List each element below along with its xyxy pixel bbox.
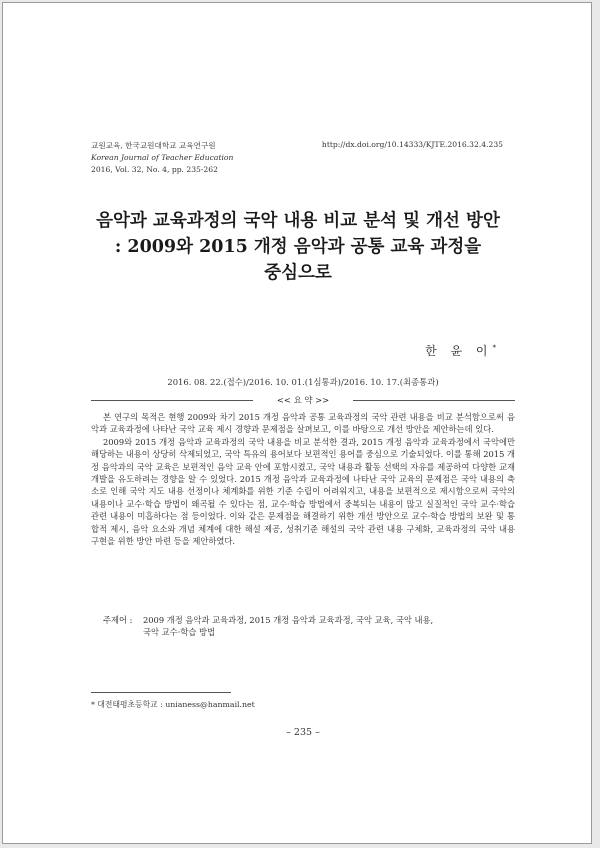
- abstract-heading-label: << 요 약 >>: [276, 395, 330, 405]
- abstract-heading: [91, 394, 515, 406]
- keywords: [103, 614, 515, 639]
- review-dates: 2016. 08. 22.(접수)/2016. 10. 01.(1심통과)/2016. 10. 17.(최종통과): [167, 377, 439, 387]
- journal-name: Korean Journal of Teacher Education: [91, 153, 234, 162]
- abstract-paragraph: 2009와 2015 개정 음악과 교육과정의 국악 내용을 비교 분석한 결과, 2015 개정 음악과 교육과정에서 국악에만 해당하는 내용이 상당히 삭제되었고, 국악 특유의 용어보다 보편적인 용어를 중심으로 기술되었다. 이를 통해 2015 개정 음악과의 국악 교육은 보편적인 음악 교육 안에 포함시켰고, 국악 내용과 활동 선택의 자유를 제공하여 다양한 교재 개발을 유도하려는 경향을 알 수 있었다. 2015 개정 음악과 교육과정에 나타난 국악 교육의 문제점은 국악 내용의 축소로 인해 국악 지도 내용 선정이나 체계화를 위한 기준 수립이 어려워지고, 내용을 보편적으로 제시함으로써 국악의 내용이나 교수·학습 방법이 왜곡될 수 있다는 점, 교수·학습 방법에서 중복되는 내용이 많고 실질적인 국악 교수·학습 관련 내용이 미흡하다는 점 등이었다. 이와 같은 문제점을 해결하기 위한 개선 방안으로 교수·학습 방법의 보완 및 통합적 제시, 음악 요소와 개념 체계에 대한 해설 제공, 성취기준 해설의 국악 관련 내용 구체화, 교육과정의 국악 내용 구현을 위한 방안 마련 등을 제안하였다.: [91, 436, 515, 547]
- author-footnote-mark: *: [492, 344, 496, 352]
- volume-info: 2016, Vol. 32, No. 4, pp. 235-262: [91, 165, 218, 174]
- abstract-body: [91, 411, 515, 547]
- paper-page: [2, 2, 592, 844]
- keywords-line-2: 국악 교수·학습 방법: [143, 627, 216, 638]
- keywords-line-1: 2009 개정 음악과 교육과정, 2015 개정 음악과 교육과정, 국악 교육, 국악 내용,: [143, 615, 434, 625]
- divider: [353, 400, 515, 401]
- publisher: 교원교육, 한국교원대학교 교육연구원: [91, 141, 216, 150]
- footnote: * 대전태평초등학교 : unianess@hanmail.net: [91, 700, 255, 709]
- page-number: – 235 –: [286, 727, 320, 738]
- doi-link[interactable]: http://dx.doi.org/10.14333/KJTE.2016.32.4.235: [321, 140, 503, 149]
- paper-title: [63, 208, 533, 286]
- author-name: 한 윤 이: [425, 344, 493, 358]
- title-line-1: 음악과 교육과정의 국악 내용 비교 분석 및 개선 방안: [96, 211, 500, 231]
- journal-info: [91, 140, 233, 176]
- abstract-paragraph: 본 연구의 목적은 현행 2009와 차기 2015 개정 음악과 공통 교육과정의 국악 관련 내용을 비교 분석함으로써 음악과 교육과정에 나타난 국악 교육 제시 경향과 문제점을 살펴보고, 이를 바탕으로 개선 방안을 제안하는데 있다.: [91, 412, 515, 435]
- author: [425, 342, 496, 359]
- keywords-label: 주제어 :: [103, 615, 133, 625]
- footnote-divider: [91, 692, 231, 693]
- title-line-2: : 2009와 2015 개정 음악과 공통 교육 과정을: [114, 237, 482, 257]
- title-line-3: 중심으로: [264, 263, 332, 283]
